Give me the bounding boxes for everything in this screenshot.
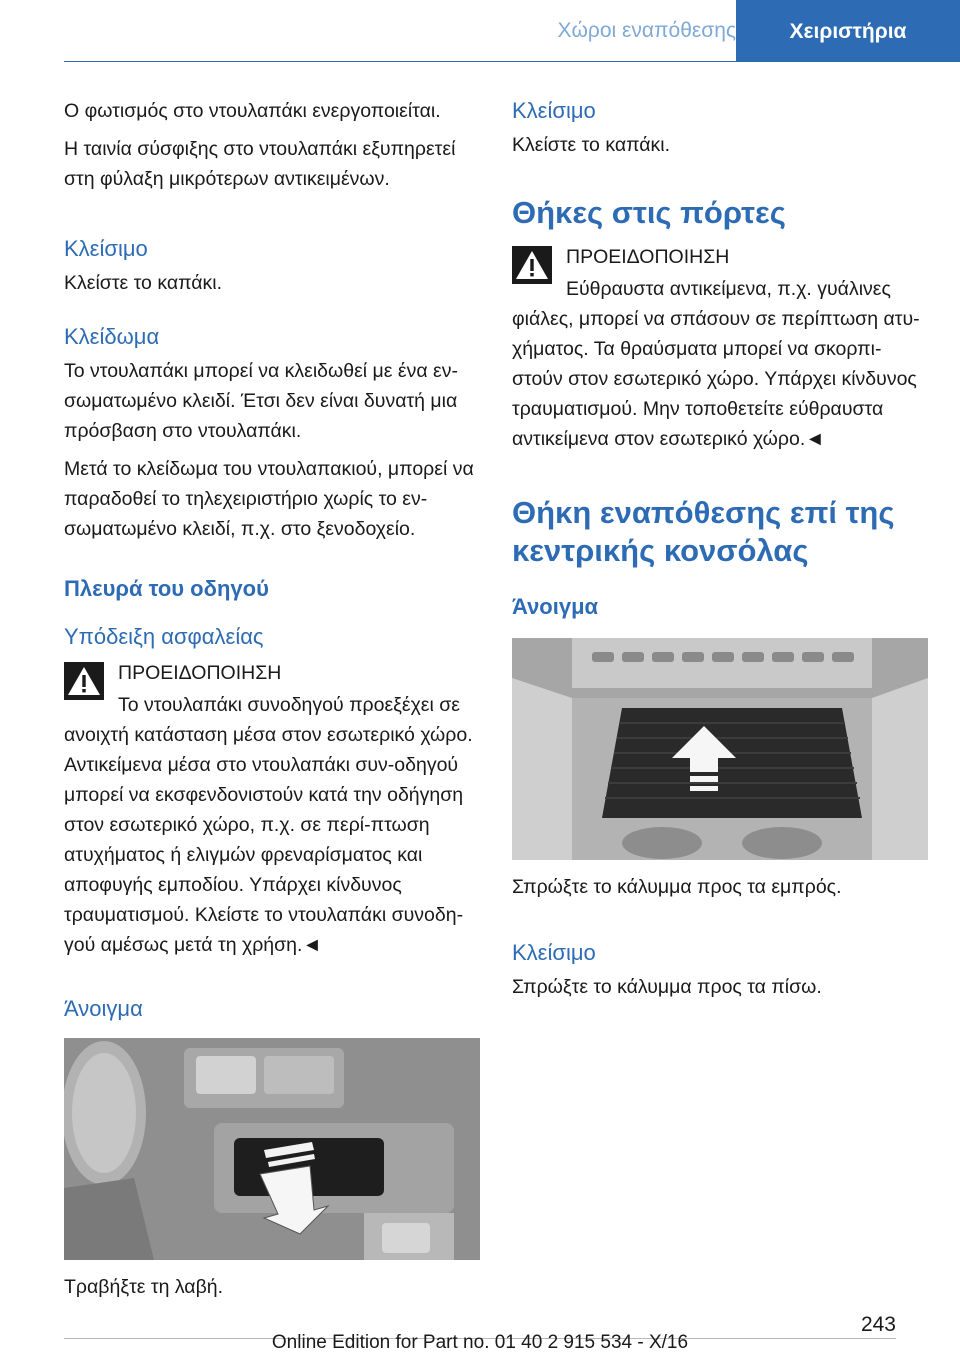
console-caption: Σπρώξτε το κάλυμμα προς τα εμπρός.	[512, 876, 842, 898]
closing-text: Κλείστε το καπάκι.	[64, 272, 223, 294]
online-edition-note: Online Edition for Part no. 01 40 2 915 534 - X/16	[271, 1332, 689, 1353]
heading-driver-side: Πλευρά του οδηγού	[64, 576, 269, 601]
page-number: 243	[860, 1313, 896, 1336]
warning-block-right	[512, 242, 928, 454]
glovebox-caption: Τραβήξτε τη λαβή.	[64, 1276, 224, 1298]
header-rule	[64, 61, 736, 62]
heading-center-console: Θήκη εναπόθεσης επί της κεντρικής κονσόλας	[512, 495, 895, 568]
closing-text-right: Κλείστε το καπάκι.	[512, 134, 671, 156]
right-column	[512, 96, 928, 1002]
heading-opening-right: Άνοιγμα	[512, 594, 599, 619]
warning-first-line-right: Εύθραυστα αντικείμενα, π.χ. γυάλινες	[566, 278, 891, 300]
heading-closing-console: Κλείσιμο	[512, 940, 596, 965]
locking-paragraph-1: Το ντουλαπάκι μπορεί να κλειδωθεί με ένα εν-σωματωμένο κλειδί. Έτσι δεν είναι δυνατή μια πρόσβαση στο ντουλαπάκι.	[64, 360, 458, 442]
console-photo	[512, 638, 928, 860]
locking-paragraph-2: Μετά το κλείδωμα του ντουλαπακιού, μπορεί να παραδοθεί το τηλεχειριστήριο χωρίς το εν-σωματωμένο κλειδί, π.χ. στο ξενοδοχείο.	[64, 458, 474, 540]
warning-body-right: φιάλες, μπορεί να σπάσουν σε περίπτωση ατυ-χήματος. Τα θραύσματα μπορεί να σκορπι-στούν στον εσωτερικό χώρο. Υπάρχει κίνδυνος τραυματισμού. Μην τοποθετείτε εύθραυστα αντικείμενα στον εσωτερικό χώρο.◄	[512, 308, 920, 450]
paragraph-strap: Η ταινία σύσφιξης στο ντουλαπάκι εξυπηρετεί στη φύλαξη μικρότερων αντικειμένων.	[64, 138, 456, 190]
heading-closing-right: Κλείσιμο	[512, 98, 596, 123]
paragraph-light: Ο φωτισμός στο ντουλαπάκι ενεργοποιείται.	[64, 100, 441, 122]
heading-door-pockets: Θήκες στις πόρτες	[512, 195, 786, 230]
heading-safety-note: Υπόδειξη ασφαλείας	[64, 624, 264, 649]
warning-title-right: ΠΡΟΕΙΔΟΠΟΙΗΣΗ	[566, 246, 730, 268]
glovebox-photo	[64, 1038, 480, 1260]
heading-closing: Κλείσιμο	[64, 236, 148, 261]
warning-first-line: Το ντουλαπάκι συνοδηγού προεξέχει σε	[118, 694, 460, 716]
left-column	[64, 96, 480, 1302]
heading-locking: Κλείδωμα	[64, 324, 160, 349]
warning-triangle-icon	[512, 246, 552, 284]
page-header	[0, 0, 960, 62]
warning-block	[64, 658, 480, 960]
header-chapter-tab: Χειριστήρια	[736, 0, 960, 62]
warning-body: ανοιχτή κατάσταση μέσα στον εσωτερικό χώρο. Αντικείμενα μέσα στο ντουλαπάκι συν-οδηγού μπορεί να εκσφενδονιστούν κατά την οδήγηση στον εσωτερικό χώρο, π.χ. σε περί-πτωση ατυχήματος ή ελιγμών φρεναρίσματος και αποφυγής εμποδίου. Υπάρχει κίνδυνος τραυματισμού. Κλείστε το ντουλαπάκι συνοδη-γού αμέσως μετά τη χρήση.◄	[64, 724, 473, 956]
header-section-title: Χώροι εναπόθεσης	[557, 19, 736, 42]
warning-title: ΠΡΟΕΙΔΟΠΟΙΗΣΗ	[118, 662, 282, 684]
warning-triangle-icon	[64, 662, 104, 700]
closing-console-text: Σπρώξτε το κάλυμμα προς τα πίσω.	[512, 976, 822, 998]
heading-opening: Άνοιγμα	[64, 996, 143, 1021]
